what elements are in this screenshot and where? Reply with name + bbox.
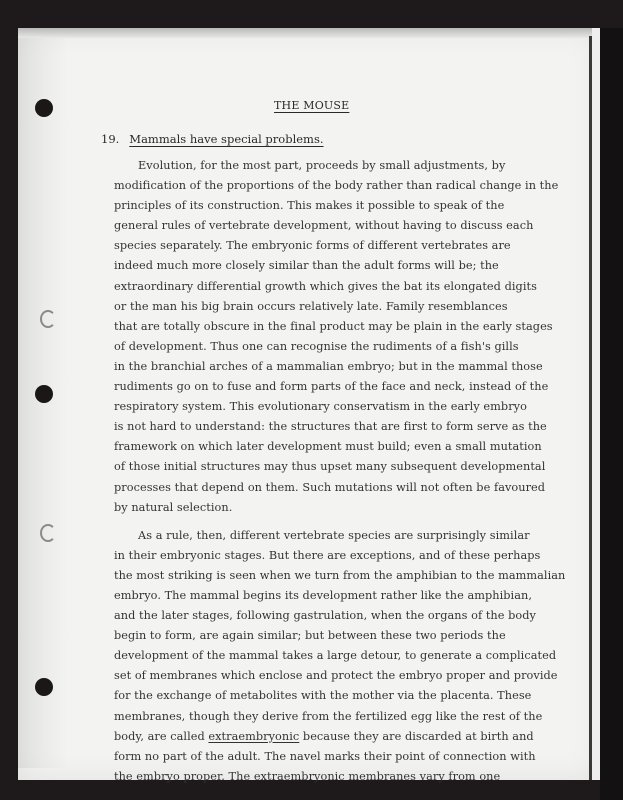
text-line: set of membranes which enclose and protect the embryo proper and provide: [114, 669, 558, 683]
binder-ring-mark-icon: [40, 524, 56, 542]
text-line: rudiments go on to fuse and form parts of the face and neck, instead of the: [114, 380, 549, 394]
text-line: indeed much more closely similar than the adult forms will be; the: [114, 259, 499, 273]
page-right-strip: [592, 28, 600, 780]
text-line: embryo. The mammal begins its development rather like the amphibian,: [114, 588, 532, 602]
binder-hole-icon: [35, 678, 53, 696]
text-line: respiratory system. This evolutionary conservatism in the early embryo: [114, 400, 527, 414]
paragraph-1: [114, 156, 574, 518]
text-line: the most striking is seen when we turn from the amphibian to the mammalian: [114, 568, 566, 582]
text-fragment: body, are called: [114, 729, 209, 743]
underlined-term: extraembryonic: [208, 729, 300, 743]
text-line: that are totally obscure in the final product may be plain in the early stages: [114, 319, 553, 333]
text-line: membranes, though they derive from the fertilized egg like the rest of the: [114, 709, 543, 723]
text-line: species separately. The embryonic forms of different vertebrates are: [114, 239, 511, 253]
text-line: extraordinary differential growth which gives the bat its elongated digits: [114, 279, 537, 293]
section-number: 19.: [101, 132, 120, 146]
section-title: Mammals have special problems.: [129, 132, 324, 146]
scan-backdrop: [600, 28, 623, 800]
text-line: or the man his big brain occurs relatively late. Family resemblances: [114, 299, 508, 313]
text-line: processes that depend on them. Such mutations will not often be favoured: [114, 480, 546, 494]
page-title: THE MOUSE: [274, 99, 350, 112]
text-line: for the exchange of metabolites with the mother via the placenta. These: [114, 689, 532, 703]
text-line: in the branchial arches of a mammalian embryo; but in the mammal those: [114, 359, 543, 373]
text-line: of development. Thus one can recognise the rudiments of a fish's gills: [114, 339, 519, 353]
text-line: begin to form, are again similar; but between these two periods the: [114, 629, 506, 643]
paragraph-gap: [114, 518, 574, 526]
text-fragment: because they are discarded at birth and: [299, 729, 534, 743]
text-line: is not hard to understand: the structures that are first to form serve as the: [114, 420, 547, 434]
paragraph-2: [114, 526, 574, 787]
binder-hole-icon: [35, 99, 53, 117]
page-top-edge: [18, 28, 600, 38]
document-page: [18, 28, 600, 783]
text-line: Evolution, for the most part, proceeds by small adjustments, by: [138, 159, 506, 172]
text-line: the embryo proper. The extraembryonic membranes vary from one: [114, 769, 501, 783]
binder-hole-icon: [35, 385, 53, 403]
text-line: by natural selection.: [114, 500, 233, 514]
text-line: modification of the proportions of the body rather than radical change in the: [114, 179, 559, 193]
text-line: in their embryonic stages. But there are exceptions, and of these perhaps: [114, 548, 541, 562]
text-line: and the later stages, following gastrulation, when the organs of the body: [114, 609, 536, 623]
text-line: framework on which later development must build; even a small mutation: [114, 440, 542, 454]
text-line: development of the mammal takes a large detour, to generate a complicated: [114, 649, 557, 663]
text-line: general rules of vertebrate development, without having to discuss each: [114, 219, 534, 233]
text-line: form no part of the adult. The navel marks their point of connection with: [114, 749, 536, 763]
section-heading: [101, 132, 324, 146]
text-line: principles of its construction. This makes it possible to speak of the: [114, 199, 505, 213]
text-line: of those initial structures may thus upset many subsequent developmental: [114, 460, 546, 474]
text-line-with-term: [114, 727, 574, 747]
binder-ring-mark-icon: [40, 310, 56, 328]
page-left-shading: [18, 38, 68, 768]
text-line: As a rule, then, different vertebrate species are surprisingly similar: [138, 528, 530, 542]
body-text: [114, 156, 574, 787]
page-right-edge: [589, 36, 592, 780]
